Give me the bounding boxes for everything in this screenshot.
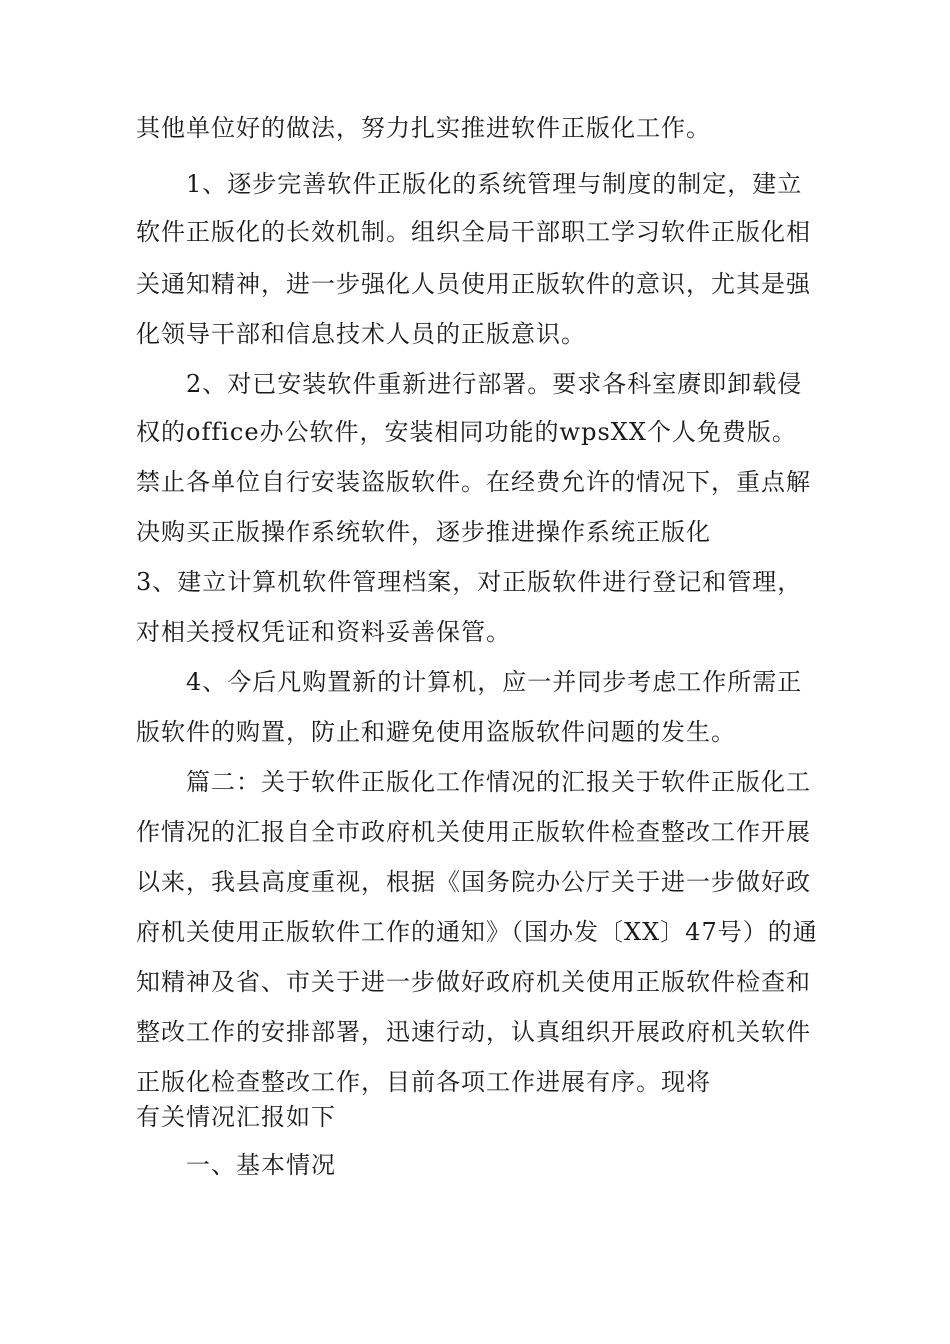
text-line: 有关情况汇报如下 <box>136 1103 336 1131</box>
text-line: 整改工作的安排部署，迅速行动，认真组织开展政府机关软件 <box>136 1018 811 1046</box>
text-line: 知精神及省、市关于进一步做好政府机关使用正版软件检查和 <box>136 968 811 996</box>
text-line: 正版化检查整改工作，目前各项工作进展有序。现将 <box>136 1068 711 1096</box>
text-line: 软件正版化的长效机制。组织全局干部职工学习软件正版化相 <box>136 218 811 246</box>
text-line: 篇二：关于软件正版化工作情况的汇报关于软件正版化工 <box>186 768 811 796</box>
section-heading: 一、基本情况 <box>186 1151 336 1179</box>
text-line: 对相关授权凭证和资料妥善保管。 <box>136 618 511 646</box>
text-line: 府机关使用正版软件工作的通知》（国办发〔XX〕47号）的通 <box>136 918 818 946</box>
text-line: 以来，我县高度重视，根据《国务院办公厅关于进一步做好政 <box>136 868 811 896</box>
text-line: 1、逐步完善软件正版化的系统管理与制度的制定，建立 <box>186 170 803 198</box>
text-line: 决购买正版操作系统软件，逐步推进操作系统正版化 <box>136 518 711 546</box>
text-line: 其他单位好的做法，努力扎实推进软件正版化工作。 <box>136 114 711 142</box>
text-line: 2、对已安装软件重新进行部署。要求各科室赓即卸载侵 <box>186 370 803 398</box>
text-line: 作情况的汇报自全市政府机关使用正版软件检查整改工作开展 <box>136 818 811 846</box>
text-line: 关通知精神，进一步强化人员使用正版软件的意识，尤其是强 <box>136 270 811 298</box>
text-line: 3、建立计算机软件管理档案，对正版软件进行登记和管理， <box>136 568 803 596</box>
text-line: 化领导干部和信息技术人员的正版意识。 <box>136 320 586 348</box>
text-line: 权的office办公软件，安装相同功能的wpsXX个人免费版。 <box>136 418 797 446</box>
text-line: 4、今后凡购置新的计算机，应一并同步考虑工作所需正 <box>186 668 803 696</box>
text-line: 版软件的购置，防止和避免使用盗版软件问题的发生。 <box>136 718 736 746</box>
text-line: 禁止各单位自行安装盗版软件。在经费允许的情况下，重点解 <box>136 468 811 496</box>
